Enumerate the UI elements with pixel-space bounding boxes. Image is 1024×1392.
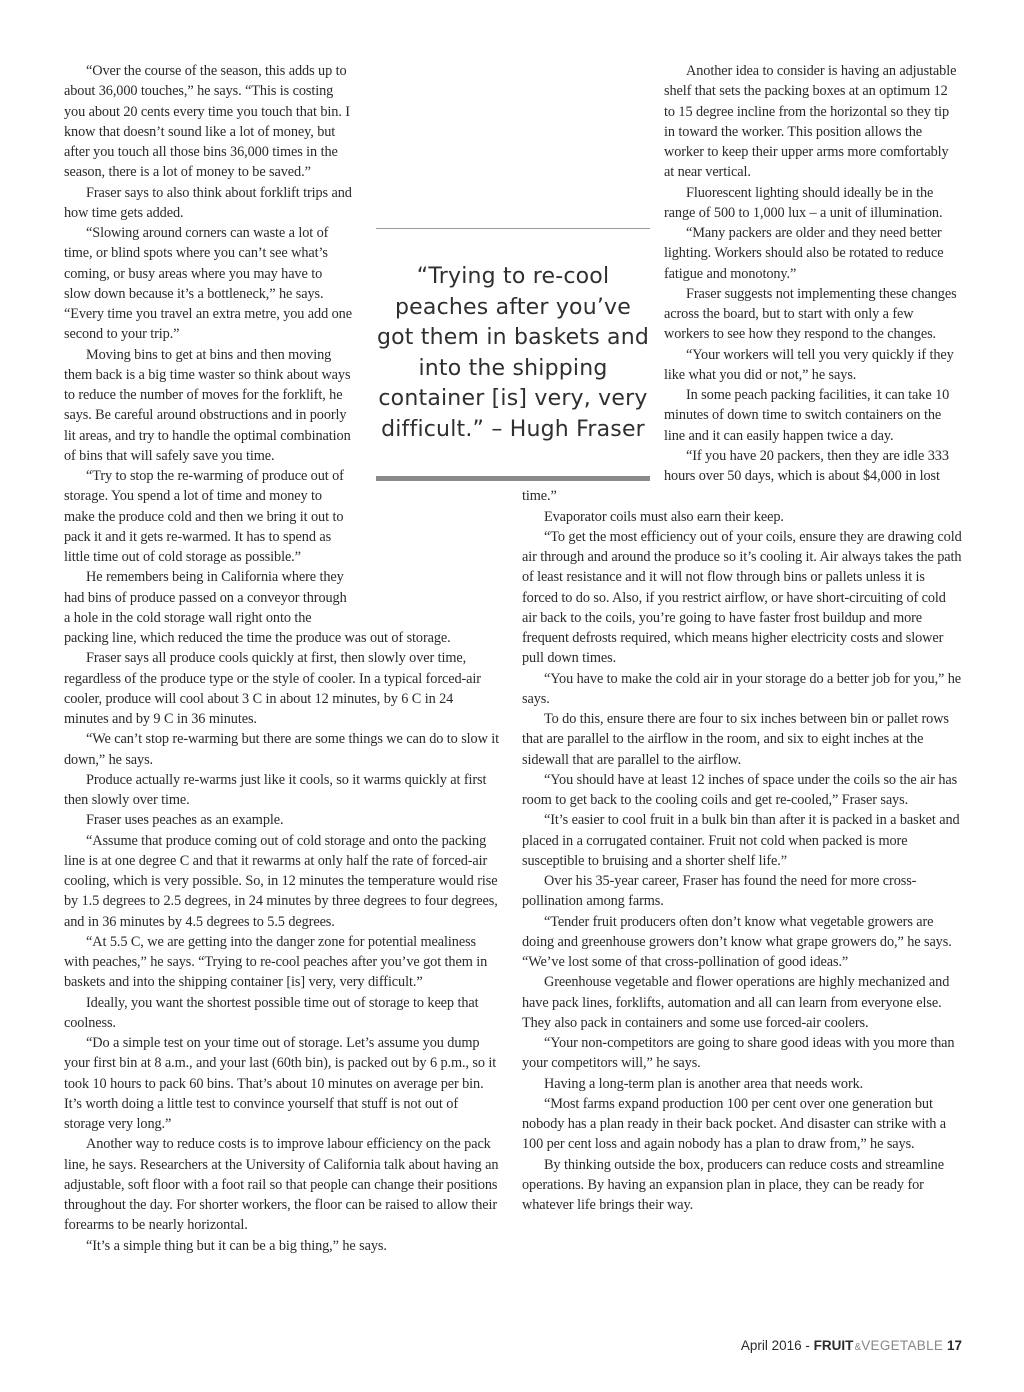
paragraph: Another way to reduce costs is to improve labour efficiency on the pack line, he says. Researchers at the University of California talk about having an adjustable, soft floor with a foot rail so that people can change their positions throughout the day. For shorter workers, the floor can be raised to allow their forearms to be nearly horizontal.: [64, 1136, 499, 1234]
paragraph: “Try to stop the re-warming of produce out of storage. You spend a lot of time and money to make the produce cold and then we bring it out to pack it and it gets re-warmed. It has to spend as little time out of cold storage as possible.”: [64, 468, 344, 565]
paragraph: Evaporator coils must also earn their keep.: [544, 508, 784, 525]
paragraph: Fraser says all produce cools quickly at first, then slowly over time, regardless of the produce type or the style of cooler. In a typical forced-air cooler, produce will cool about 3 C in about 12 minutes, by 6 C in 24 minutes and by 9 C in 36 minutes.: [64, 650, 481, 727]
paragraph: Over his 35-year career, Fraser has found the need for more cross-pollination among farms.: [522, 873, 917, 910]
paragraph: By thinking outside the box, producers can reduce costs and streamline operations. By having an expansion plan in place, they can be ready for whatever life brings their way.: [522, 1156, 944, 1213]
paragraph: To do this, ensure there are four to six inches between bin or pallet rows that are parallel to the airflow in the room, and six to eight inches at the sidewall that are parallel to the airflow.: [522, 711, 949, 768]
paragraph: Another idea to consider is having an adjustable shelf that sets the packing boxes at an optimum 12 to 15 degree incline from the horizontal so they tip in toward the worker. This position allows the worker to keep their upper arms more comfortably at near vertical.: [664, 63, 957, 181]
paragraph: “Your non-competitors are going to share good ideas with you more than your competitors will,” he says.: [522, 1035, 955, 1072]
paragraph: Fraser says to also think about forklift trips and how time gets added.: [64, 184, 352, 221]
paragraph: “Assume that produce coming out of cold storage and onto the packing line is at one degree C and that it rewarms at only half the rate of forced-air cooling, which is very possible. So, in 12 minutes the temperature would rise by 1.5 degrees to 2.5 degrees, in 24 minutes by three degrees to four degrees, and in 36 minutes by 4.5 degrees to 5.5 degrees.: [64, 832, 498, 930]
paragraph: Produce actually re-warms just like it cools, so it warms quickly at first then slowly over time.: [64, 771, 487, 808]
footer-brand-fruit: FRUIT: [813, 1338, 854, 1353]
paragraph: Greenhouse vegetable and flower operations are highly mechanized and have pack lines, forklifts, automation and all can learn from everyone else. They also pack in containers and some use forced-air coolers.: [522, 974, 950, 1031]
footer-issue-date: April 2016 -: [740, 1338, 814, 1353]
paragraph: “Most farms expand production 100 per cent over one generation but nobody has a plan ready in their back pocket. And disaster can strike with a 100 per cent loss and again nobody has a plan to draw from,” he says.: [522, 1095, 946, 1153]
page-footer: [741, 1338, 962, 1353]
paragraph: “Slowing around corners can waste a lot of time, or blind spots where you can’t see what’s coming, or busy areas where you may have to slow down because it’s a bottleneck,” he says. “Every time you travel an extra metre, you add one second to your trip.”: [64, 225, 352, 343]
paragraph: “We can’t stop re-warming but there are some things we can do to slow it down,” he says.: [64, 731, 500, 768]
paragraph: Fluorescent lighting should ideally be in the range of 500 to 1,000 lux – a unit of illumination.: [664, 184, 943, 221]
paragraph: “It’s a simple thing but it can be a big thing,” he says.: [86, 1237, 387, 1254]
paragraph: In some peach packing facilities, it can take 10 minutes of down time to switch containers on the line and it can easily happen twice a day.: [664, 387, 950, 444]
paragraph: “Many packers are older and they need better lighting. Workers should also be rotated to reduce fatigue and monotony.”: [664, 225, 944, 282]
paragraph: “Do a simple test on your time out of storage. Let’s assume you dump your first bin at 8 a.m., and your last (60th bin), is packed out by 6 p.m., so it took 10 hours to pack 60 bins. That’s about 10 minutes on average per bin. It’s worth doing a little test to convince yourself that stuff is not out of storage very long.”: [64, 1035, 497, 1132]
paragraph: Fraser suggests not implementing these changes across the board, but to start with only a few workers to see how they respond to the changes.: [664, 285, 957, 343]
paragraph: “It’s easier to cool fruit in a bulk bin than after it is packed in a basket and placed in a corrugated container. Fruit not cold when packed is more susceptible to bruising and a shorter shelf life.”: [522, 812, 960, 869]
paragraph: “You should have at least 12 inches of space under the coils so the air has room to get back to the cooling coils and get re-cooled,” Fraser says.: [522, 771, 958, 808]
paragraph: Fraser uses peaches as an example.: [86, 812, 284, 829]
paragraph: “Over the course of the season, this adds up to about 36,000 touches,” he says. “This is costing you about 20 cents every time you touch that bin. I know that doesn’t sound like a lot of money, but after you touch all those bins 36,000 times in the season, there is a lot of money to be saved.”: [64, 63, 350, 181]
footer-brand-ampersand: &: [854, 1342, 862, 1353]
footer-brand-vegetable: VEGETABLE: [861, 1338, 944, 1353]
paragraph: Moving bins to get at bins and then moving them back is a big time waster so think about ways to reduce the number of moves for the forklift, he says. Be careful around obstructions and in poorly lit areas, and try to handle the optimal combination of bins that will safely save you time.: [64, 346, 351, 464]
paragraph: “Tender fruit producers often don’t know what vegetable growers are doing and greenhouse growers don’t know what grape growers do,” he says. “We’ve lost some of that cross-pollination of good ideas.”: [522, 913, 952, 970]
pull-quote-bottom-rule: [376, 476, 650, 481]
page-number: 17: [946, 1338, 962, 1353]
paragraph: Having a long-term plan is another area that needs work.: [544, 1075, 864, 1092]
paragraph: Ideally, you want the shortest possible time out of storage to keep that coolness.: [64, 994, 479, 1031]
pull-quote: [376, 228, 650, 484]
pull-quote-text: “Trying to re-cool peaches after you’ve got them in baskets and into the shipping container [is] very, very difficult.” – Hugh Fraser: [376, 264, 650, 442]
pull-quote-top-rule: [376, 228, 650, 229]
paragraph: He remembers being in California where they had bins of produce passed on a conveyor through a hole in the cold storage wall right onto the packing line, which reduced the time the produce was out of storage.: [64, 569, 451, 646]
paragraph: “To get the most efficiency out of your coils, ensure they are drawing cold air through and around the produce so it’s cooling it. Air always takes the path of least resistance and it will not flow through bins or pallets unless it is forced to do so. Also, if you restrict airflow, or have short-circuiting of cold air back to the coils, you’re going to have faster frost buildup and more frequent defrosts required, which means higher electricity costs and slower pull down times.: [522, 528, 962, 667]
paragraph: “At 5.5 C, we are getting into the danger zone for potential mealiness with peaches,” he says. “Trying to re-cool peaches after you’ve got them in baskets and into the shipping container [is] very, very difficult.”: [64, 933, 488, 991]
paragraph: “You have to make the cold air in your storage do a better job for you,” he says.: [522, 670, 962, 707]
paragraph: “If you have 20 packers, then they are idle 333 hours over 50 days, which is about $4,000 in lost time.”: [522, 447, 949, 505]
paragraph: “Your workers will tell you very quickly if they like what you did or not,” he says.: [664, 346, 954, 383]
